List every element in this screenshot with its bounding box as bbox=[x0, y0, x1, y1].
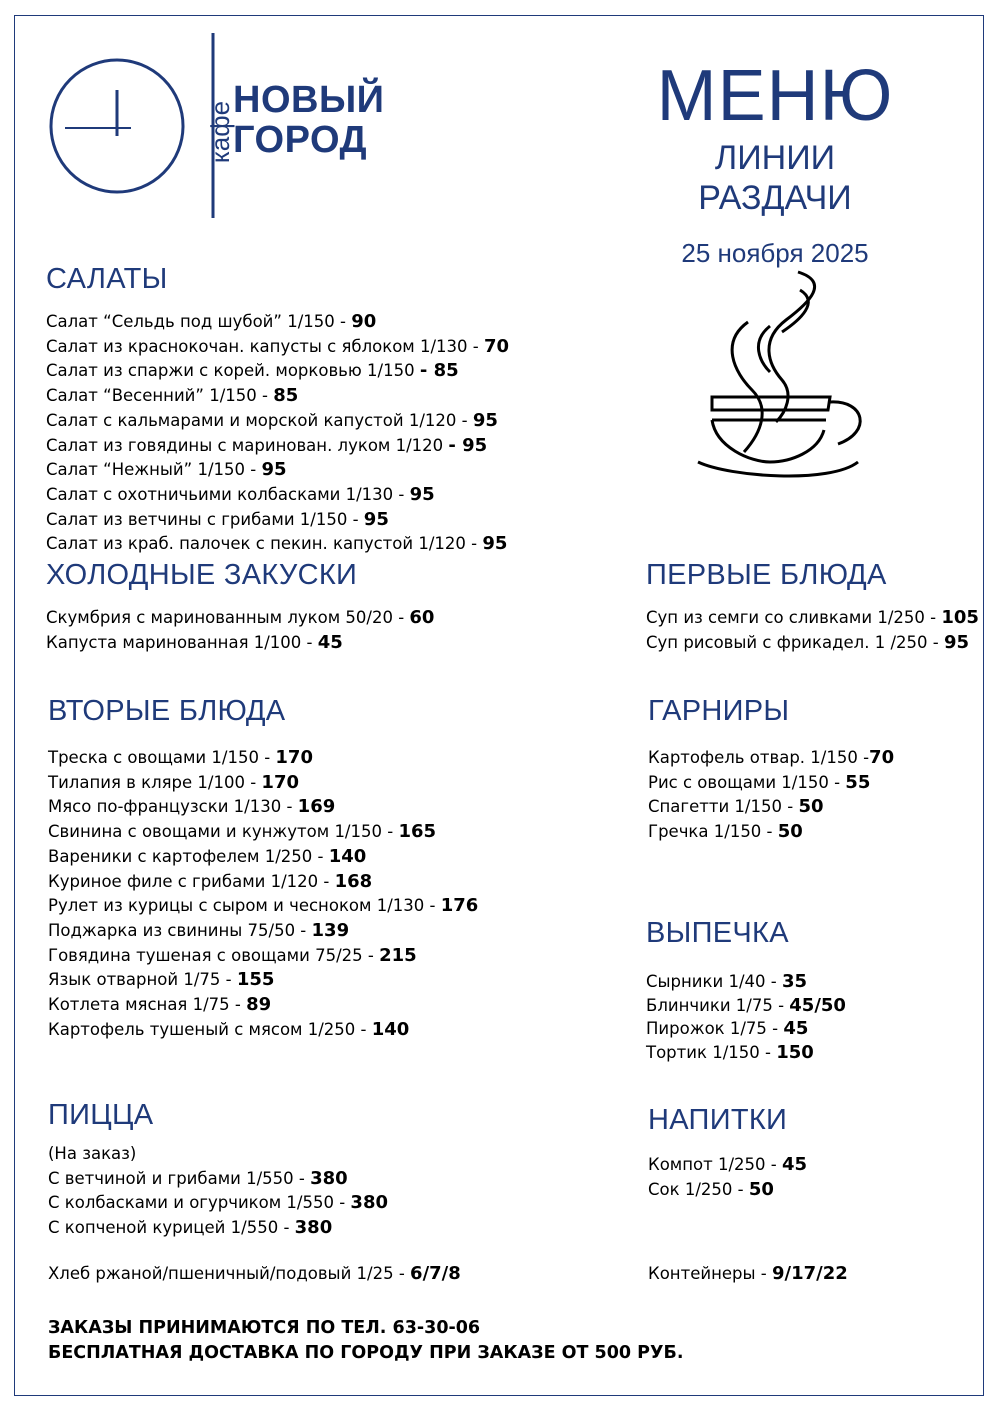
menu-item: Салат из говядины с маринован. луком 1/120 - 95 bbox=[46, 434, 488, 456]
menu-item: Куриное филе с грибами 1/120 - 168 bbox=[48, 870, 373, 892]
steaming-cup-icon bbox=[690, 262, 870, 497]
menu-item: Тортик 1/150 - 150 bbox=[646, 1041, 814, 1063]
menu-item: Суп из семги со сливками 1/250 - 105 bbox=[646, 607, 979, 628]
brand-name bbox=[233, 80, 384, 160]
menu-item: Салат “Нежный” 1/150 - 95 bbox=[46, 459, 287, 481]
first-title: ПЕРВЫЕ БЛЮДА bbox=[646, 559, 887, 591]
menu-item: Блинчики 1/75 - 45/50 bbox=[646, 994, 846, 1016]
menu-item: Компот 1/250 - 45 bbox=[648, 1154, 808, 1175]
bakery-title: ВЫПЕЧКА bbox=[646, 917, 789, 949]
drinks-title: НАПИТКИ bbox=[648, 1104, 788, 1136]
bread-item: Хлеб ржаной/пшеничный/подовый 1/25 - 6/7/8 bbox=[48, 1263, 461, 1284]
brand-line1: НОВЫЙ bbox=[233, 79, 385, 121]
brand-line2: ГОРОД bbox=[233, 119, 368, 161]
menu-item: Суп рисовый с фрикадел. 1 /250 - 95 bbox=[646, 631, 969, 653]
menu-item: Сырники 1/40 - 35 bbox=[646, 971, 808, 992]
menu-item: Скумбрия с маринованным луком 50/20 - 60 bbox=[46, 607, 435, 628]
menu-item: Салат “Сельдь под шубой” 1/150 - 90 bbox=[46, 311, 377, 332]
menu-item: С копченой курицей 1/550 - 380 bbox=[48, 1217, 333, 1239]
menu-item: С колбасками и огурчиком 1/550 - 380 bbox=[48, 1192, 388, 1214]
section-garnish bbox=[648, 694, 894, 845]
menu-item: Рулет из курицы с сыром и чесноком 1/130 - 176 bbox=[48, 895, 479, 917]
menu-item: Треска с овощами 1/150 - 170 bbox=[48, 747, 313, 768]
menu-item: Пирожок 1/75 - 45 bbox=[646, 1018, 809, 1039]
menu-date: 25 ноября 2025 bbox=[681, 238, 869, 268]
menu-item: С ветчиной и грибами 1/550 - 380 bbox=[48, 1167, 348, 1189]
menu-item: Мясо по-французски 1/130 - 169 bbox=[48, 796, 336, 818]
menu-item: Говядина тушеная с овощами 75/25 - 215 bbox=[48, 944, 417, 966]
footer-delivery: БЕСПЛАТНАЯ ДОСТАВКА ПО ГОРОДУ ПРИ ЗАКАЗЕ ОТ 500 РУБ. bbox=[48, 1343, 684, 1363]
menu-item: Язык отварной 1/75 - 155 bbox=[48, 969, 275, 991]
section-first-courses bbox=[646, 558, 979, 655]
menu-item: Спагетти 1/150 - 50 bbox=[648, 796, 824, 818]
garnish-title: ГАРНИРЫ bbox=[648, 695, 790, 727]
menu-item: Свинина с овощами и кунжутом 1/150 - 165 bbox=[48, 821, 437, 843]
page-subtitle: ЛИНИИ РАЗДАЧИ bbox=[698, 139, 852, 217]
page-header bbox=[640, 56, 910, 270]
menu-item: Салат с охотничьими колбасками 1/130 - 95 bbox=[46, 483, 435, 505]
section-salads bbox=[46, 262, 509, 557]
menu-item: Салат из спаржи с корей. морковью 1/150 - 85 bbox=[46, 360, 459, 382]
menu-item: Картофель отвар. 1/150 -70 bbox=[648, 747, 895, 768]
second-title: ВТОРЫЕ БЛЮДА bbox=[48, 695, 286, 727]
footer-notice bbox=[48, 1316, 684, 1366]
section-pizza bbox=[48, 1098, 388, 1241]
footer-phone: ЗАКАЗЫ ПРИНИМАЮТСЯ ПО ТЕЛ. 63-30-06 bbox=[48, 1318, 481, 1338]
menu-item: Салат с кальмарами и морской капустой 1/120 - 95 bbox=[46, 409, 498, 431]
salads-title: САЛАТЫ bbox=[46, 263, 168, 295]
pizza-note: (На заказ) bbox=[48, 1144, 137, 1163]
section-cold-appetizers bbox=[46, 558, 434, 655]
menu-item: Рис с овощами 1/150 - 55 bbox=[648, 771, 871, 793]
menu-item: Вареники с картофелем 1/250 - 140 bbox=[48, 845, 367, 867]
menu-item: Котлета мясная 1/75 - 89 bbox=[48, 994, 272, 1016]
menu-item: Салат из ветчины с грибами 1/150 - 95 bbox=[46, 508, 389, 530]
menu-item: Картофель тушеный с мясом 1/250 - 140 bbox=[48, 1018, 410, 1040]
menu-item: Капуста маринованная 1/100 - 45 bbox=[46, 631, 343, 653]
menu-item: Салат “Весенний” 1/150 - 85 bbox=[46, 385, 299, 407]
cold-title: ХОЛОДНЫЕ ЗАКУСКИ bbox=[46, 559, 358, 591]
menu-item: Салат из краснокочан. капусты с яблоком 1/130 - 70 bbox=[46, 335, 510, 357]
containers-item: Контейнеры - 9/17/22 bbox=[648, 1263, 848, 1284]
brand-prefix: кафе bbox=[205, 100, 235, 164]
section-bakery bbox=[646, 916, 846, 1064]
menu-item: Гречка 1/150 - 50 bbox=[648, 821, 803, 843]
menu-item: Тилапия в кляре 1/100 - 170 bbox=[48, 771, 299, 793]
menu-item: Салат из краб. палочек с пекин. капустой 1/120 - 95 bbox=[46, 533, 508, 555]
clock-circle-icon bbox=[45, 28, 235, 223]
menu-item: Поджарка из свинины 75/50 - 139 bbox=[48, 919, 350, 941]
section-drinks bbox=[648, 1103, 807, 1202]
pizza-title: ПИЦЦА bbox=[48, 1099, 154, 1131]
page-title: МЕНЮ bbox=[656, 56, 894, 136]
section-second-courses bbox=[48, 694, 478, 1042]
menu-item: Сок 1/250 - 50 bbox=[648, 1178, 774, 1200]
